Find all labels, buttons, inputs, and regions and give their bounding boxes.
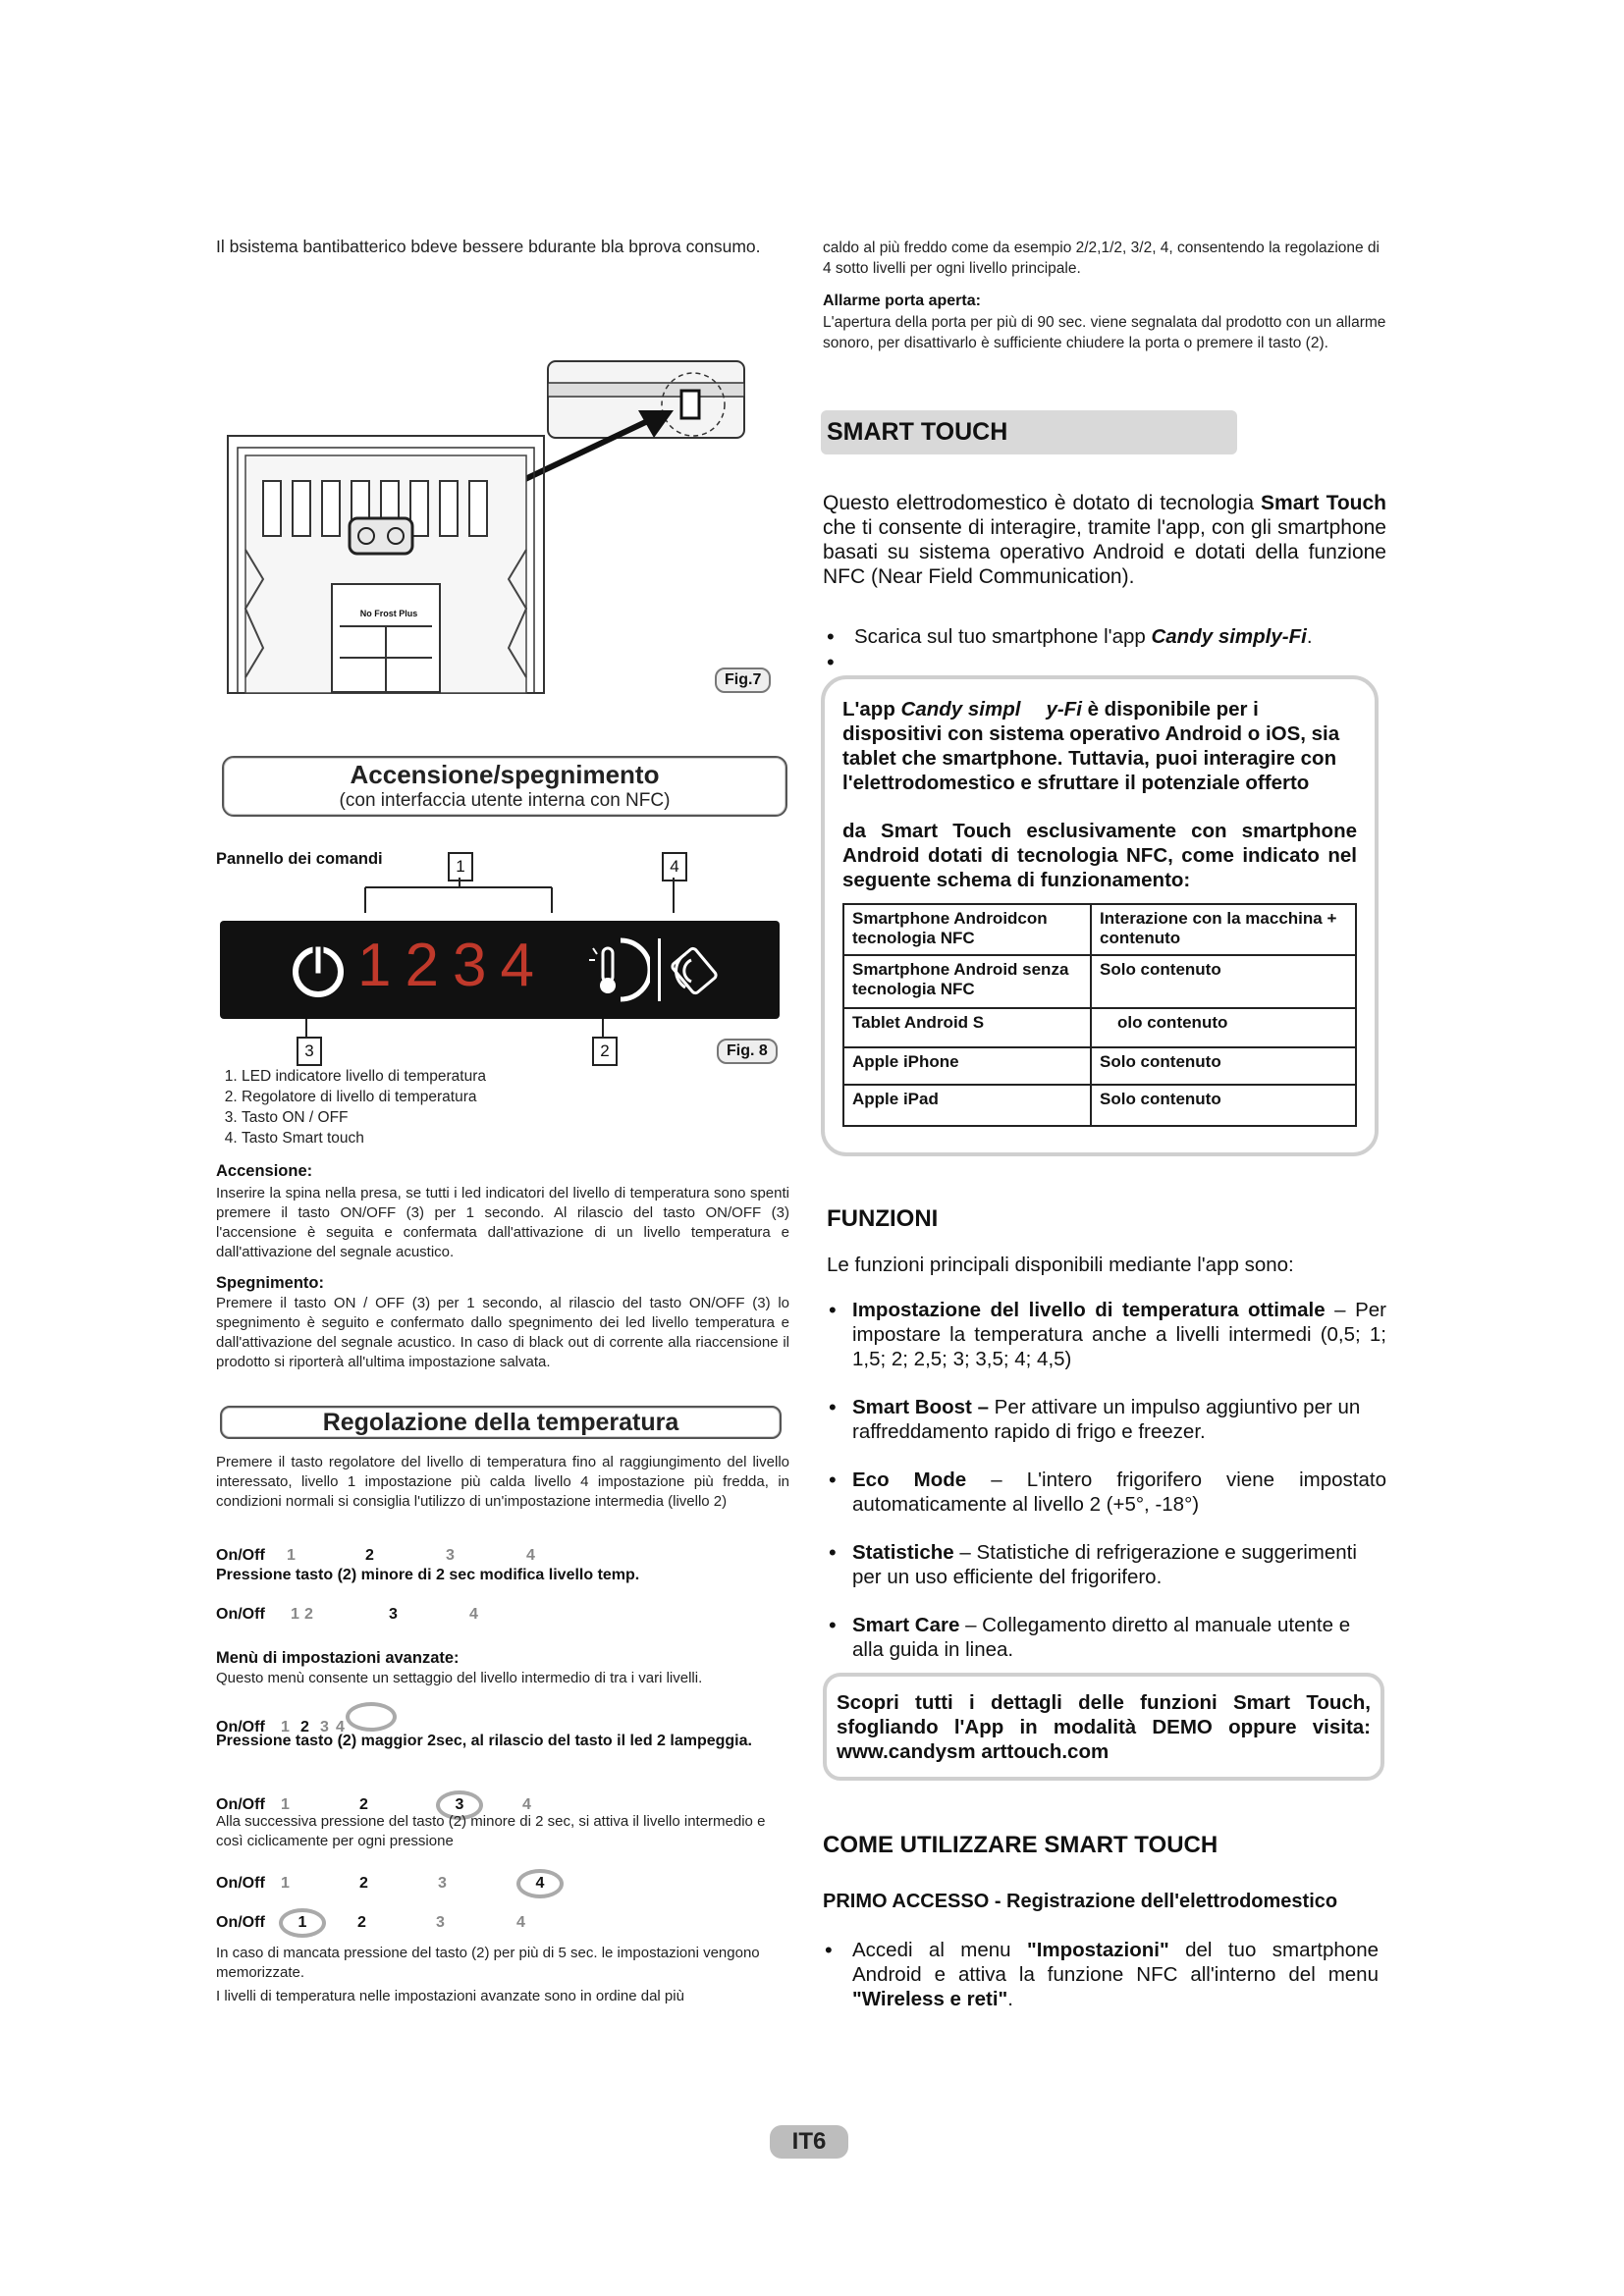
temp-title: Regolazione della temperatura [322, 1409, 679, 1436]
level-4-circled: 4 [516, 1869, 564, 1898]
come-heading: COME UTILIZZARE SMART TOUCH [823, 1832, 1218, 1858]
table-cell: Tablet Android S [843, 1008, 1091, 1047]
level-2: 2 [357, 1914, 366, 1931]
table-cell: Solo contenuto [1091, 955, 1356, 1008]
power-icon[interactable] [289, 942, 348, 1001]
funzioni-intro: Le funzioni principali disponibili mediante l'app sono: [827, 1254, 1294, 1276]
levels-order-text: I livelli di temperatura nelle impostazioni avanzate sono in ordine dal più [216, 1988, 684, 2004]
table-row [843, 1008, 1356, 1047]
list-item: • Impostazione del livello di temperatura ottimale – Per impostare la temperatura anche a livelli intermedi (0,5; 1; 1,5; 2; 2,5; 3; 3,5; 4; 4,5) [827, 1298, 1386, 1371]
fig7-panel-label: No Frost Plus [359, 609, 418, 618]
digit-2: 2 [405, 932, 453, 999]
level-1: 1 [281, 1875, 290, 1892]
table-row [843, 904, 1356, 955]
table-cell: Smartphone Androidcon tecnologia NFC [843, 904, 1091, 955]
level-4: 4 [526, 1547, 535, 1564]
fig7-illustration [224, 353, 793, 697]
level-sequence-5 [216, 1869, 707, 1898]
level-sequence-6 [216, 1908, 707, 1938]
fig7-label: Fig.7 [715, 667, 771, 693]
legend-item: 2. Regolatore di livello di temperatura [242, 1087, 791, 1107]
fridge-diagram [224, 353, 793, 697]
onoff-label: On/Off [216, 1914, 265, 1931]
table-cell: Smartphone Android senza tecnologia NFC [843, 955, 1091, 1008]
list-item: • Statistiche – Statistiche di refrigerazione e suggerimenti per un uso efficiente del frigorifero. [827, 1540, 1386, 1589]
table-row [843, 1085, 1356, 1126]
alarm-title: Allarme porta aperta: [823, 293, 981, 309]
level-3: 3 [438, 1875, 447, 1892]
level-3: 3 [389, 1606, 398, 1623]
come-subheading: PRIMO ACCESSO - Registrazione dell'elettrodomestico [823, 1891, 1338, 1912]
spegnimento-text: Premere il tasto ON / OFF (3) per 1 secondo, al rilascio del tasto ON/OFF (3) lo spegnimento è seguito e confermato dallo spegnimento dei led livello temperatura e dall'attivazione del segnale acustico. In caso di black out di corrente alla riaccensione il prodotto si riporterà all'ultima impostazione salvata. [216, 1295, 789, 1370]
list-item: • Smart Care – Collegamento diretto al manuale utente e alla guida in linea. [827, 1613, 1386, 1662]
temp-text: Premere il tasto regolatore del livello di temperatura fino al raggiungimento del livello interessato, livello 1 impostazione più calda livello 4 impostazione più fredda, in condizioni normali si consiglia l'utilizzo di un'impostazione intermedia (livello 2) [216, 1454, 789, 1510]
page-number: IT6 [770, 2125, 848, 2159]
level-1-circled: 1 [279, 1908, 326, 1938]
power-subtitle: (con interfaccia utente interna con NFC) [339, 790, 671, 811]
nfc-icon[interactable] [670, 942, 729, 997]
callout-2: 2 [592, 1037, 618, 1066]
advanced-text: Questo menù consente un settaggio del livello intermedio di tra i vari livelli. [216, 1670, 703, 1686]
discover-box [823, 1673, 1384, 1781]
table-cell: olo contenuto [1091, 1008, 1356, 1047]
panel-label: Pannello dei comandi [216, 850, 383, 868]
onoff-label: On/Off [216, 1719, 265, 1735]
compat-table [842, 903, 1357, 1127]
onoff-label: On/Off [216, 1606, 265, 1623]
level-3-circled: 3 [436, 1790, 483, 1820]
app-info-text-1: L'app Candy simpl y-Fi è disponibile per i dispositivi con sistema operativo Android o iOS, sia tablet che smartphone. Tuttavia, puoi interagire con l'elettrodomestico e sfruttare il potenziale offerto [842, 698, 1340, 794]
list-item: • Smart Boost – Per attivare un impulso aggiuntivo per un raffreddamento rapido di frigo e freezer. [827, 1395, 1386, 1444]
power-title: Accensione/spegnimento [350, 760, 660, 789]
funzioni-heading: FUNZIONI [827, 1205, 939, 1232]
top-left-text: Il bsistema bantibatterico bdeve bessere bdurante bla bprova consumo. [216, 237, 761, 256]
table-cell: Solo contenuto [1091, 1085, 1356, 1126]
fig8-label: Fig. 8 [717, 1039, 778, 1064]
onoff-label: On/Off [216, 1875, 265, 1892]
highlight-circle [346, 1702, 397, 1732]
accensione-text: Inserire la spina nella presa, se tutti i led indicatori del livello di temperatura sono spenti premere il tasto ON/OFF (3) per 1 secondo. Al rilascio del tasto ON/OFF (3) l'accensione è seguita e confermata dall'attivazione di un livello temperatura e dall'attivazione del segnale acustico. [216, 1185, 789, 1260]
level-1: 1 [281, 1796, 290, 1813]
level-2: 2 [359, 1796, 368, 1813]
level-2: 2 [365, 1547, 374, 1564]
panel-legend [216, 1066, 791, 1148]
discover-text: Scopri tutti i dettagli delle funzioni Smart Touch, sfogliando l'App in modalità DEMO oppure visita: www.candysm arttouch.com [837, 1691, 1371, 1763]
accensione-title: Accensione: [216, 1162, 313, 1180]
table-cell: Interazione con la macchina + contenuto [1091, 904, 1356, 955]
seq3-note: Pressione tasto (2) maggior 2sec, al rilascio del tasto il led 2 lampeggia. [216, 1733, 752, 1749]
digit-3: 3 [452, 932, 501, 999]
level-2: 2 [359, 1875, 368, 1892]
level-1: 1 [281, 1719, 290, 1735]
legend-item: 4. Tasto Smart touch [242, 1128, 791, 1148]
level-2: 2 [304, 1606, 313, 1623]
onoff-label: On/Off [216, 1796, 265, 1813]
level-sequence-2 [216, 1606, 707, 1624]
list-item: • Eco Mode – L'intero frigorifero viene impostato automaticamente al livello 2 (+5°, -18°) [827, 1468, 1386, 1517]
temp-digits [357, 931, 548, 1000]
come-bullet: • Accedi al menu "Impostazioni" del tuo smartphone Android e attiva la funzione NFC all'interno del menu "Wireless e reti". [823, 1938, 1379, 2035]
bottom-callout-lines [295, 1019, 619, 1042]
control-panel [220, 921, 780, 1019]
table-cell: Apple iPhone [843, 1047, 1091, 1085]
power-title-box [222, 756, 787, 817]
temp-title-box [220, 1406, 782, 1439]
level-1: 1 [291, 1606, 299, 1623]
level-3: 3 [320, 1719, 329, 1735]
smart-touch-intro: Questo elettrodomestico è dotato di tecnologia Smart Touch che ti consente di interagire, tramite l'app, con gli smartphone basati su sistema operativo Android e dotati della funzione NFC (Near Field Communication). [823, 492, 1386, 588]
level-sequence-1 [216, 1547, 707, 1565]
seq1-note: Pressione tasto (2) minore di 2 sec modifica livello temp. [216, 1567, 640, 1583]
callout-4: 4 [662, 852, 687, 881]
download-bullet: • Scarica sul tuo smartphone l'app Candy simply-Fi. [825, 624, 1388, 672]
empty-bullet: • [827, 650, 835, 674]
callout-3: 3 [297, 1037, 322, 1066]
legend-item: 3. Tasto ON / OFF [242, 1107, 791, 1128]
spegnimento-title: Spegnimento: [216, 1274, 324, 1292]
table-row [843, 955, 1356, 1008]
memo-text: In caso di mancata pressione del tasto (2) per più di 5 sec. le impostazioni vengono memorizzate. [216, 1945, 760, 1981]
digit-4: 4 [500, 932, 548, 999]
onoff-label: On/Off [216, 1547, 265, 1564]
digit-1: 1 [357, 932, 406, 999]
thermometer-icon[interactable] [581, 934, 650, 1005]
smart-touch-heading: SMART TOUCH [821, 410, 1237, 454]
level-1: 1 [287, 1547, 296, 1564]
alarm-text: L'apertura della porta per più di 90 sec. viene segnalata dal prodotto con un allarme sonoro, per disattivarlo è sufficiente chiudere la porta o premere il tasto (2). [823, 314, 1386, 351]
level-3: 3 [446, 1547, 455, 1564]
seq4-note: Alla successiva pressione del tasto (2) minore di 2 sec, si attiva il livello intermedio e così ciclicamente per ogni pressione [216, 1813, 766, 1849]
callout-lines [353, 874, 687, 923]
panel-divider [658, 938, 661, 1001]
level-4: 4 [522, 1796, 531, 1813]
callout-1: 1 [448, 852, 473, 881]
level-4: 4 [336, 1719, 345, 1735]
advanced-title: Menù di impostazioni avanzate: [216, 1649, 460, 1667]
app-info-text-2: da Smart Touch esclusivamente con smartphone Android dotati di tecnologia NFC, come indicato nel seguente schema di funzionamento: [842, 820, 1357, 891]
level-4: 4 [469, 1606, 478, 1623]
level-2: 2 [300, 1719, 309, 1735]
legend-item: 1. LED indicatore livello di temperatura [242, 1066, 791, 1087]
table-cell: Solo contenuto [1091, 1047, 1356, 1085]
top-right-text: caldo al più freddo come da esempio 2/2,1/2, 3/2, 4, consentendo la regolazione di 4 sotto livelli per ogni livello principale. [823, 240, 1380, 277]
funzioni-list [827, 1298, 1386, 1685]
level-3: 3 [436, 1914, 445, 1931]
table-row [843, 1047, 1356, 1085]
level-4: 4 [516, 1914, 525, 1931]
table-cell: Apple iPad [843, 1085, 1091, 1126]
app-info-box [821, 675, 1379, 1156]
